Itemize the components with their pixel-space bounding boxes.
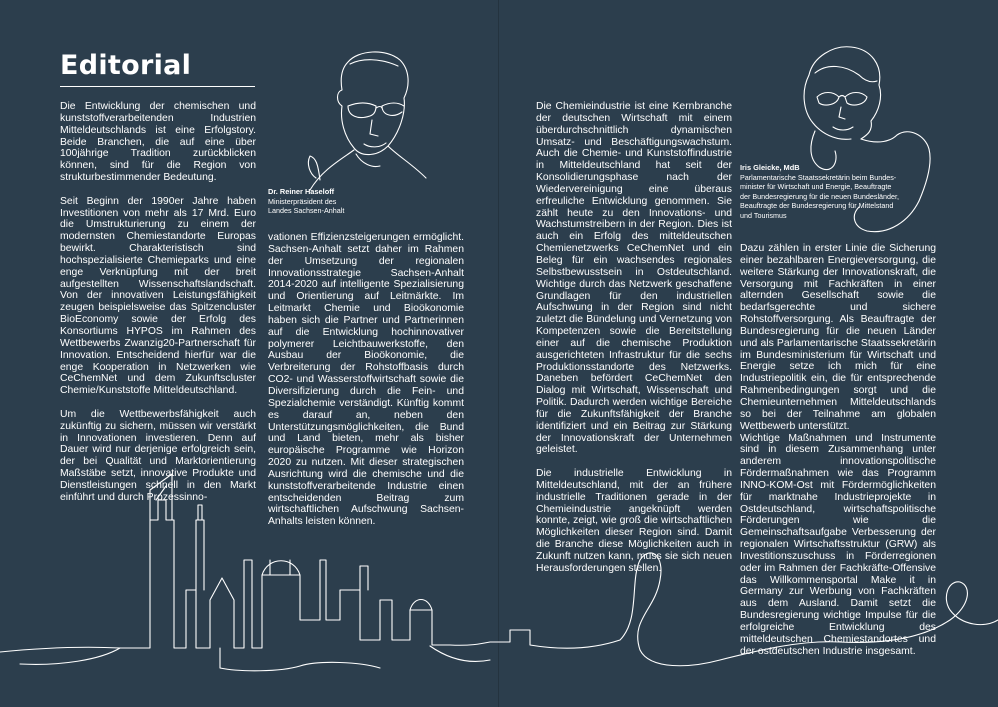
caption-role: der Bundesregierung für die neuen Bundesländer, bbox=[740, 191, 900, 201]
paragraph: Seit Beginn der 1990er Jahre haben Investitionen von mehr als 17 Mrd. Euro die Umstrukturierung zu einem der modernsten Chemiestandorte Europas bewirkt. Charakteristisch sind hochspezialisierte Chemieparks und eine enge Verknüpfung mit der breit aufgestellten Wissenschaftslandschaft. Von der innovativen Leistungsfähigkeit zeugen beispielsweise das Spitzencluster BioEconomy sowie der Erfolg des Konsortiums HYPOS im Rahmen des Wettbewerbs Zwanzig20-Partnerschaft für Innovation. Entscheidend hierfür war die enge Kooperation in Netzwerken wie CeChemNet und dem Zukunftscluster Chemie/Kunststoffe Mitteldeutschland. bbox=[60, 195, 256, 397]
paragraph: Die Chemieindustrie ist eine Kernbranche der deutschen Wirtschaft mit einem überdurchschnittlich dynamischen Umsatz- und Beschäftigungswachstum. Auch die Chemie- und Kunststoffindustrie in Mitteldeutschland hat seit der Konsolidierungsphase nach der Wiedervereinigung eine überaus erfreuliche Entwicklung genommen. Sie zählt heute zu den Innovations- und Wachstumstreibern in der Region. Dies ist auch ein Erfolg des mitteldeutschen Chemienetzwerks CeChemNet und ein Beleg für ein wachsendes regionales Selbstbewusstsein in Ostdeutschland. Wichtige durch das Netzwerk geschaffene Grundlagen für den industriellen Aufschwung in der Region sind nicht zuletzt die Bündelung und Vernetzung von Kompetenzen sowie die Bereitstellung einer auf die chemische Produktion ausgerichteten Infrastruktur für die sechs Produktionsstandorte des Netzwerks. Daneben befördert CeChemNet den Dialog mit Wirtschaft, Wissenschaft und Politik. Dadurch werden wichtige Bereiche für die Zukunftsfähigkeit der Branche identifiziert und ein Beitrag zur Stärkung der Innovationskraft der Unternehmen geleistet. bbox=[536, 101, 732, 456]
paragraph: Wichtige Maßnahmen und Instrumente sind in diesem Zusammenhang unter anderem innovationspolitische Fördermaßnahmen wie das Programm INNO-KOM-Ost mit Fördermöglichkeiten für marktnahe Industrieprojekte in Ostdeutschland, wirtschaftspolitische Förderungen wie die Gemeinschaftsaufgabe Verbesserung der regionalen Wirtschaftsstruktur (GRW) als Investitionszuschuss in Förderregionen oder im Rahmen der Fachkräfte-Offensive das Willkommensportal Make it in Germany zur Werbung von Fachkräften aus dem Ausland. Damit setzt die Bundesregierung wichtige Impulse für die erfolgreiche Entwicklung des mitteldeutschen Chemiestandortes und der ostdeutschen Industrie insgesamt. bbox=[740, 432, 936, 657]
page-title: Editorial bbox=[60, 50, 192, 81]
caption-role: und Tourismus bbox=[740, 210, 787, 220]
caption-name: Dr. Reiner Haseloff bbox=[268, 187, 335, 196]
paragraph: vationen Effizienzsteigerungen ermöglicht. Sachsen-Anhalt setzt daher im Rahmen der Umsetzung der regionalen Innovationsstrategie Sachsen-Anhalt 2014-2020 auf intelligente Spezialisierung und Orientierung auf Leitmärkte. Im Leitmarkt Chemie und Bioökonomie haben sich die Partner und Partnerinnen auf die Entwicklung hochinnovativer polymerer Leichtbauwerkstoffe, den Ausbau der Bioökonomie, die Verbreiterung der Rohstoffbasis durch CO2- und Wasserstoffwirtschaft sowie die Diversifizierung durch die Fein- und Spezialchemie verständigt. Künftig kommt es darauf an, neben den Unterstützungsmöglichkeiten, die Bund und Land bieten, mehr als bisher europäische Programme wie Horizon 2020 zu nutzen. Mit dieser strategischen Ausrichtung wird die chemische und die kunststoffverarbeitende Industrie einen entscheidenden Beitrag zum wirtschaftlichen Aufschwung Sachsen-Anhalts leisten können. bbox=[268, 232, 464, 528]
caption-role: Parlamentarische Staatssekretärin beim Bundes- bbox=[740, 172, 897, 182]
paragraph: Die Entwicklung der chemischen und kunststoffverarbeitenden Industrien Mitteldeutschlands ist eine Erfolgstory. Beide Branchen, die auf eine über 100jährige Tradition zurückblicken können, sind für die Region von strukturbestimmender Bedeutung. bbox=[60, 101, 256, 184]
caption-role: Landes Sachsen-Anhalt bbox=[268, 206, 345, 216]
caption-role: Ministerpräsident des bbox=[268, 196, 337, 206]
caption-name: Iris Gleicke, MdB bbox=[740, 163, 800, 172]
paragraph: Dazu zählen in erster Linie die Sicherung einer bezahlbaren Energieversorgung, die weitere Stärkung der Innovationskraft, die Versorgung mit Fachkräften in einer alternden Gesellschaft sowie die bedarfsgerechte und sichere Rohstoffversorgung. Als Beauftragte der Bundesregierung für die neuen Länder und als Parlamentarische Staatssekretärin im Bundesministerium für Wirtschaft und Energie setze ich mich für eine Industriepolitik ein, die für entsprechende Rahmenbedingungen sorgt und die Chemieunternehmen Mitteldeutschlands so bei der Teilnahme am globalen Wettbewerb unterstützt. bbox=[740, 243, 936, 432]
caption-role: Beauftragte der Bundesregierung für Mittelstand bbox=[740, 201, 894, 211]
paragraph: Um die Wettbewerbsfähigkeit auch zukünftig zu sichern, müssen wir verstärkt in Innovationen investieren. Denn auf Dauer wird nur derjenige erfolgreich sein, der bei Qualität und Marktorientierung Maßstäbe setzt, innovative Produkte und Dienstleistungen schnell in den Markt einführt und durch Prozessinno- bbox=[60, 408, 256, 503]
paragraph: Die industrielle Entwicklung in Mitteldeutschland, mit der an frühere industrielle Traditionen gerade in der Chemieindustrie angeknüpft werden konnte, zeigt, wie groß die wirtschaftlichen Möglichkeiten dieser Region sind. Damit die Branche diese Möglichkeiten auch in Zukunft nutzen kann, muss sie sich neuen Herausforderungen stellen. bbox=[536, 468, 732, 574]
caption-role: minister für Wirtschaft und Energie, Beauftragte bbox=[740, 182, 892, 192]
